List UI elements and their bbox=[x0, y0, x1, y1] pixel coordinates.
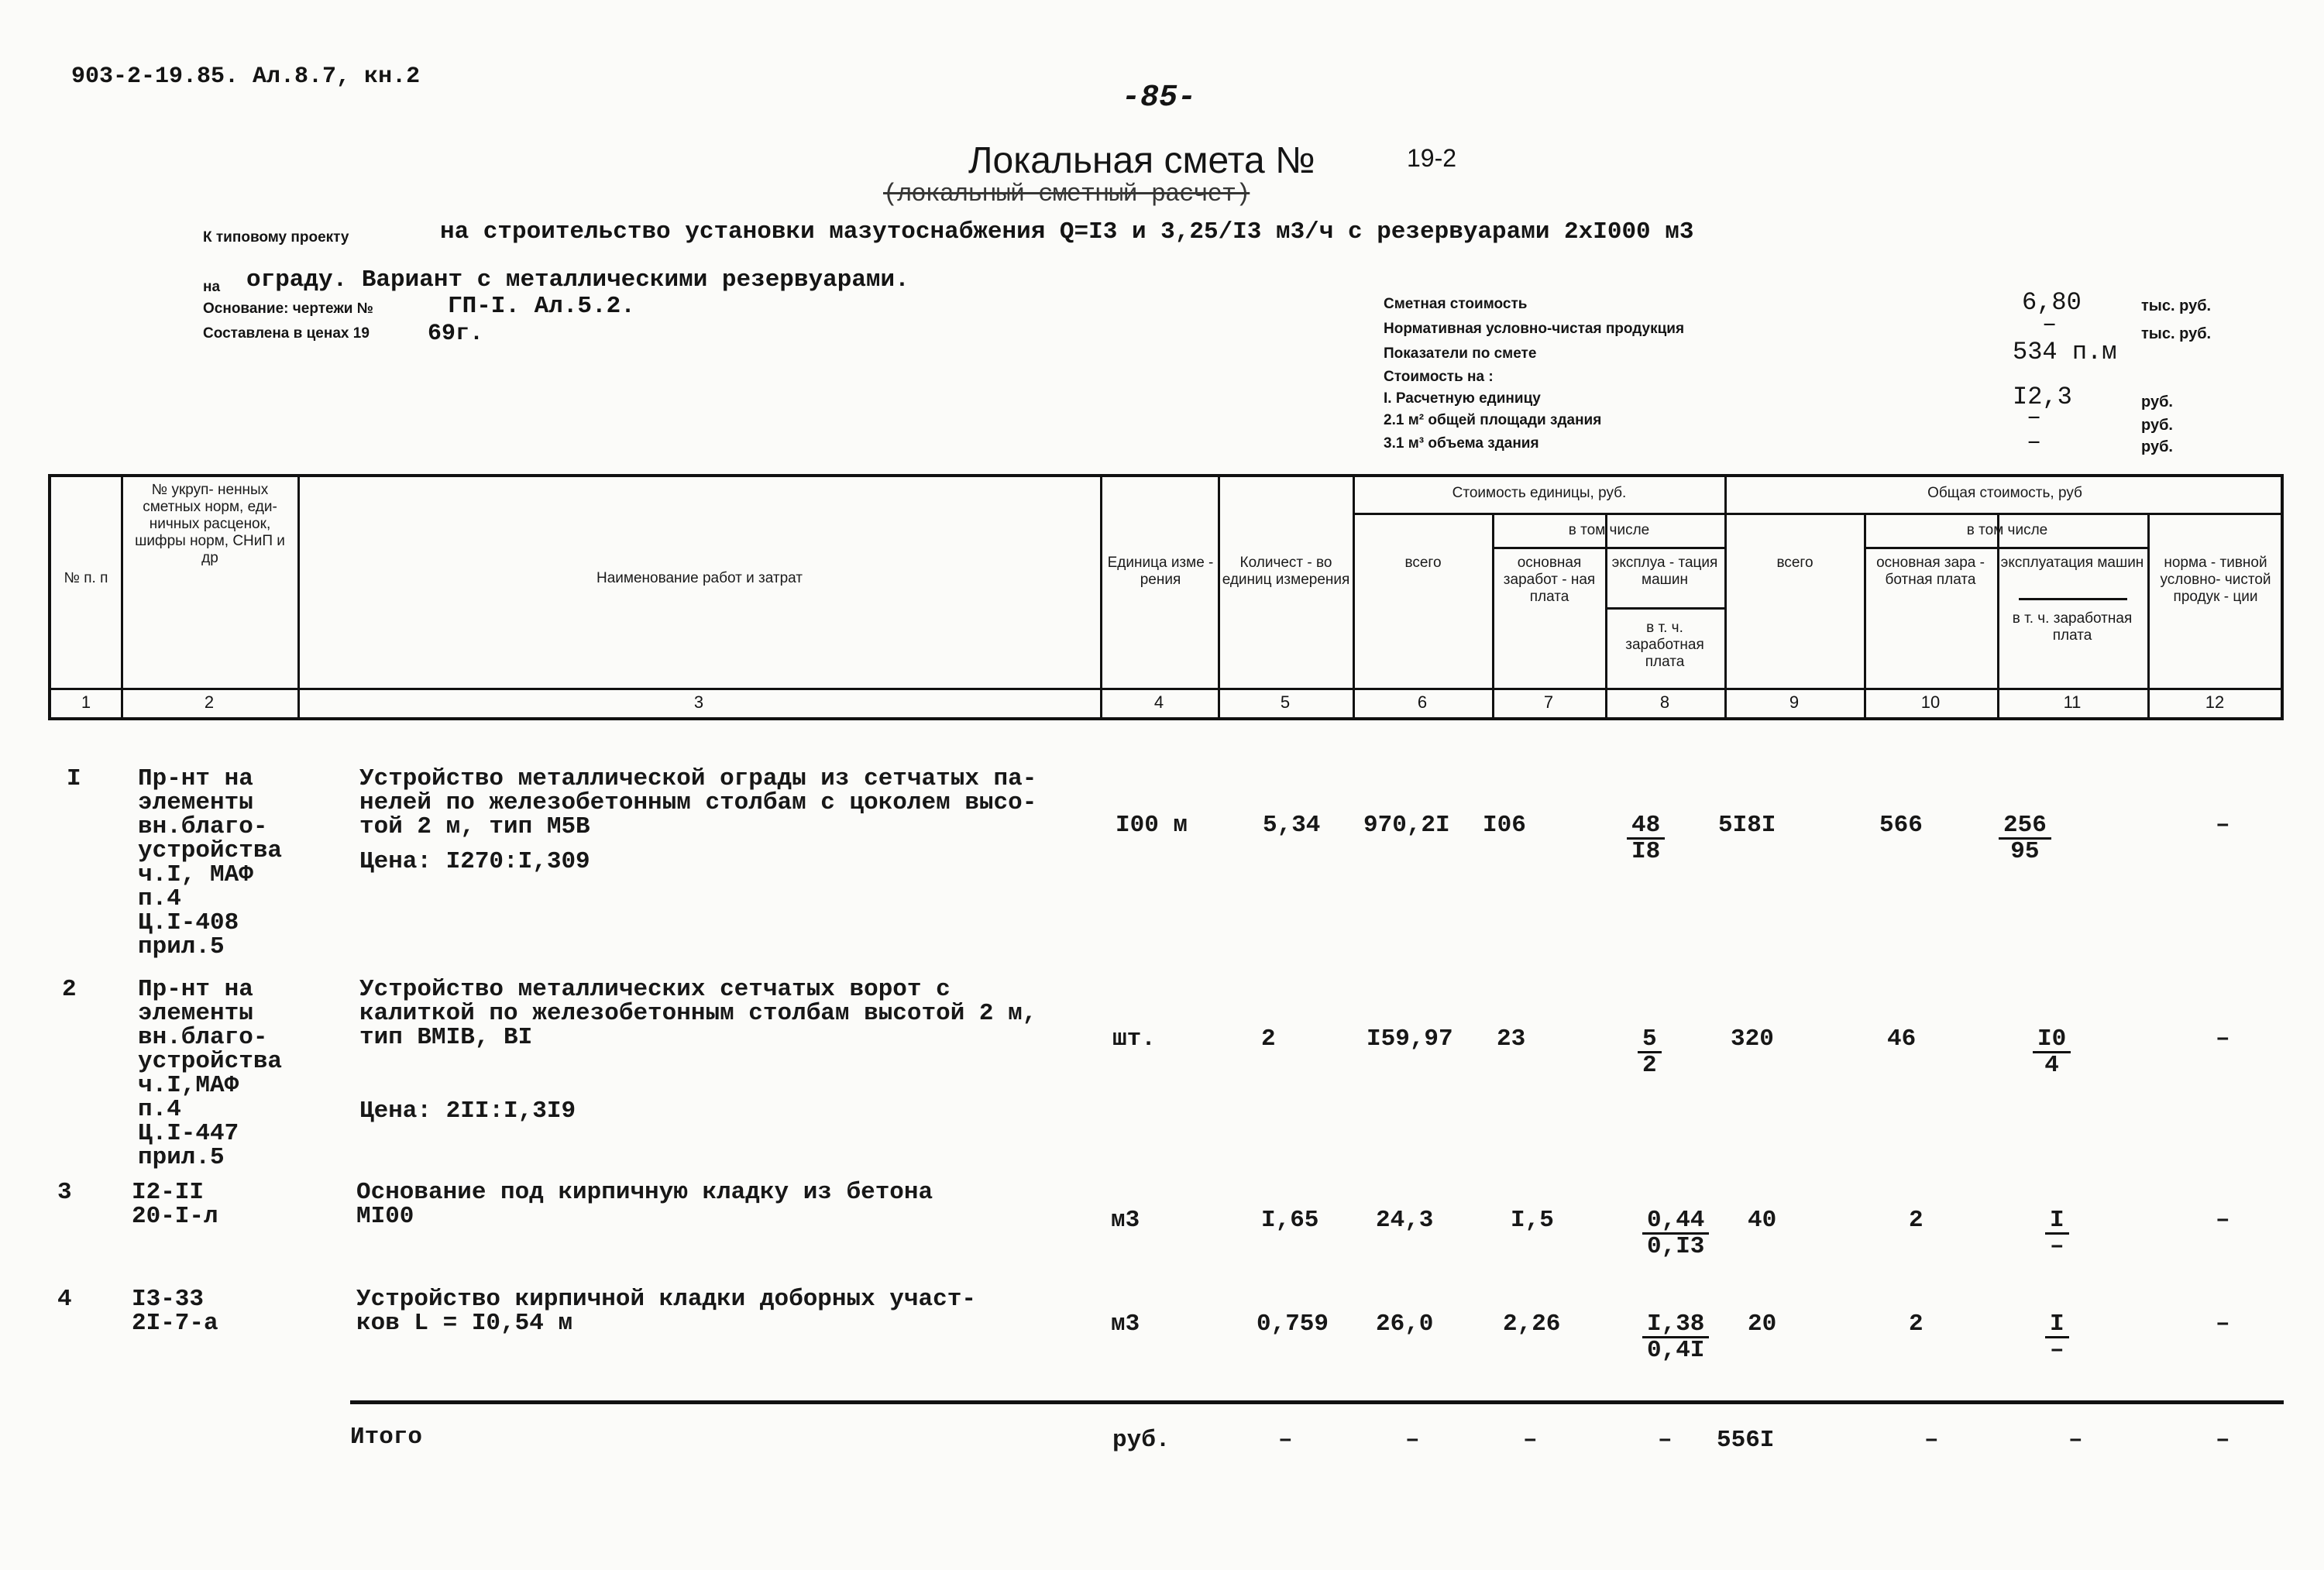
row-unit-wage: I,5 bbox=[1511, 1207, 1554, 1234]
row-net: – bbox=[2216, 1207, 2230, 1234]
row-sum-machine: I0 4 bbox=[2033, 1027, 2071, 1077]
header-col-10: основная зара - ботная плата bbox=[1876, 555, 1985, 588]
row-unit: шт. bbox=[1112, 1025, 1156, 1053]
volume-cost-label: 3.1 м³ объема здания bbox=[1384, 435, 1539, 452]
total-net: – bbox=[2216, 1427, 2230, 1454]
area-cost-unit: руб. bbox=[2141, 417, 2173, 434]
row-number: 2 bbox=[62, 976, 77, 1003]
object-text: ограду. Вариант с металлическими резервуарами. bbox=[246, 266, 909, 294]
row-unit: м3 bbox=[1111, 1311, 1140, 1338]
row-sum-total: 320 bbox=[1731, 1025, 1774, 1053]
row-sum-total: 5I8I bbox=[1718, 812, 1776, 839]
col-number: 2 bbox=[204, 692, 215, 712]
row-code: I3-33 2I-7-а bbox=[132, 1286, 218, 1337]
basis-label: Основание: чертежи № bbox=[203, 301, 373, 317]
total-qty: – bbox=[1278, 1427, 1293, 1454]
row-unit-wage: I06 bbox=[1483, 812, 1526, 839]
total-unit-wage: – bbox=[1523, 1427, 1538, 1454]
row-net: – bbox=[2216, 812, 2230, 839]
prices-label: Составлена в ценах 19 bbox=[203, 325, 370, 342]
header-col-7: основная заработ - ная плата bbox=[1503, 555, 1596, 605]
col-number: 3 bbox=[693, 692, 704, 712]
row-sum-total: 40 bbox=[1748, 1207, 1777, 1234]
cost-unit: тыс. руб. bbox=[2141, 297, 2212, 314]
row-sum-machine: I – bbox=[2045, 1312, 2069, 1362]
row-unit: I00 м bbox=[1116, 812, 1188, 839]
row-sum-machine: 256 95 bbox=[1999, 813, 2051, 864]
total-unit-total: – bbox=[1405, 1427, 1420, 1454]
total-sum-wage: – bbox=[1924, 1427, 1939, 1454]
row-unit-total: 970,2I bbox=[1363, 812, 1450, 839]
row-name: Устройство металлических сетчатых ворот с калиткой по железобетонным столбам высотой 2 м, тип ВМIВ, ВI Цена: 2II:I,3I9 bbox=[359, 976, 1037, 1125]
row-code: Пр-нт на элементы вн.благо- устройства ч.I, МАФ п.4 Ц.I-408 прил.5 bbox=[138, 765, 283, 960]
row-unit-total: 24,3 bbox=[1376, 1207, 1434, 1234]
row-net: – bbox=[2216, 1025, 2230, 1053]
row-unit-machine: 5 2 bbox=[1638, 1027, 1662, 1077]
row-number: I bbox=[67, 765, 81, 792]
header-incl-1: в том числе bbox=[1568, 522, 1650, 538]
col-number: 12 bbox=[2205, 692, 2225, 712]
table-header bbox=[48, 474, 2284, 720]
row-qty: 5,34 bbox=[1263, 812, 1321, 839]
cost-per-label: Стоимость на : bbox=[1384, 369, 1494, 385]
total-label: Итого bbox=[350, 1424, 423, 1451]
volume-cost-unit: руб. bbox=[2141, 438, 2173, 455]
row-unit-wage: 23 bbox=[1497, 1025, 1526, 1053]
row-unit-machine: I,38 0,4I bbox=[1642, 1312, 1709, 1362]
row-sum-wage: 566 bbox=[1879, 812, 1923, 839]
total-sum: 556I bbox=[1717, 1427, 1775, 1454]
row-name: Устройство металлической ограды из сетчатых па- нелей по железобетонным столбам с цоколем высо- той 2 м, тип М5В Цена: I270:I,309 bbox=[359, 765, 1037, 875]
header-col-1: № п. п bbox=[64, 570, 108, 586]
header-col-8-wage: в т. ч. заработная плата bbox=[1625, 620, 1704, 670]
unit-cost-value: I2,3 bbox=[2013, 383, 2072, 411]
header-col-4: Единица изме - рения bbox=[1107, 555, 1214, 588]
row-unit: м3 bbox=[1111, 1207, 1140, 1234]
net-value: – bbox=[2042, 310, 2058, 338]
struck-subtitle: (локальный сметный расчет) bbox=[883, 180, 1250, 208]
row-net: – bbox=[2216, 1311, 2230, 1338]
cost-value: 6,80 bbox=[2022, 288, 2082, 317]
row-sum-machine: I – bbox=[2045, 1208, 2069, 1259]
basis-value: ГП-I. Ал.5.2. bbox=[448, 293, 635, 320]
col-number: 9 bbox=[1789, 692, 1800, 712]
page-title: Локальная смета № bbox=[968, 140, 1315, 181]
header-col-5: Количест - во единиц измерения bbox=[1222, 555, 1350, 588]
net-unit: тыс. руб. bbox=[2141, 325, 2212, 342]
row-name: Основание под кирпичную кладку из бетона МI00 bbox=[356, 1179, 933, 1230]
row-unit-machine: 48 I8 bbox=[1627, 813, 1665, 864]
header-total-cost: Общая стоимость, руб bbox=[1927, 485, 2082, 501]
row-unit-total: I59,97 bbox=[1367, 1025, 1453, 1053]
unit-cost-unit: руб. bbox=[2141, 393, 2173, 411]
estimate-number: 19-2 bbox=[1407, 144, 1457, 172]
net-label: Нормативная условно-чистая продукция bbox=[1384, 321, 1685, 337]
unit-cost-label: I. Расчетную единицу bbox=[1384, 390, 1541, 407]
row-sum-wage: 46 bbox=[1887, 1025, 1917, 1053]
row-sum-total: 20 bbox=[1748, 1311, 1777, 1338]
on-label: на bbox=[203, 279, 221, 295]
header-col-11: эксплуатация машин bbox=[2000, 555, 2144, 571]
header-unit-cost: Стоимость единицы, руб. bbox=[1452, 485, 1627, 501]
col-number: 7 bbox=[1543, 692, 1554, 712]
volume-cost-value: – bbox=[2027, 428, 2042, 456]
row-unit-total: 26,0 bbox=[1376, 1311, 1434, 1338]
row-name: Устройство кирпичной кладки доборных участ- ков L = I0,54 м bbox=[356, 1286, 976, 1337]
header-col-2: № укруп- ненных сметных норм, еди- ничных расценок, шифры норм, СНиП и др bbox=[135, 482, 285, 566]
indicators-label: Показатели по смете bbox=[1384, 345, 1537, 362]
row-unit-machine: 0,44 0,I3 bbox=[1642, 1208, 1709, 1259]
header-incl-2: в том числе bbox=[1966, 522, 2048, 538]
row-sum-wage: 2 bbox=[1909, 1207, 1923, 1234]
total-unit: руб. bbox=[1112, 1427, 1171, 1454]
row-qty: 2 bbox=[1261, 1025, 1276, 1053]
cost-label: Сметная стоимость bbox=[1384, 296, 1528, 312]
header-col-9: всего bbox=[1776, 555, 1813, 571]
total-sum-machine: – bbox=[2068, 1427, 2083, 1454]
row-number: 4 bbox=[57, 1286, 72, 1313]
header-col-3: Наименование работ и затрат bbox=[596, 570, 803, 586]
row-unit-wage: 2,26 bbox=[1503, 1311, 1561, 1338]
col-number: 11 bbox=[2063, 692, 2082, 712]
document-code: 903-2-19.85. Ал.8.7, кн.2 bbox=[71, 64, 421, 90]
row-number: 3 bbox=[57, 1179, 72, 1206]
area-cost-label: 2.1 м² общей площади здания bbox=[1384, 412, 1602, 428]
col-number: 6 bbox=[1417, 692, 1428, 712]
project-label: К типовому проекту bbox=[203, 229, 349, 246]
total-divider bbox=[350, 1400, 2284, 1404]
indicators-value: 534 п.м bbox=[2013, 338, 2117, 366]
row-qty: I,65 bbox=[1261, 1207, 1319, 1234]
page-number: -85- bbox=[1122, 81, 1197, 115]
project-text: на строительство установки мазутоснабжения Q=I3 и 3,25/I3 м3/ч с резервуарами 2хI000 м3 bbox=[440, 218, 1694, 246]
row-code: Пр-нт на элементы вн.благо- устройства ч.I,МАФ п.4 Ц.I-447 прил.5 bbox=[138, 976, 283, 1171]
col-number: 8 bbox=[1659, 692, 1670, 712]
area-cost-value: – bbox=[2027, 403, 2042, 431]
col-number: 1 bbox=[81, 692, 91, 712]
row-sum-wage: 2 bbox=[1909, 1311, 1923, 1338]
col-number: 5 bbox=[1280, 692, 1291, 712]
header-col-12: норма - тивной условно- чистой продук - ции bbox=[2160, 555, 2271, 605]
header-col-8: эксплуа - тация машин bbox=[1611, 555, 1718, 588]
prices-year: 69г. bbox=[428, 321, 484, 347]
row-qty: 0,759 bbox=[1257, 1311, 1329, 1338]
col-number: 10 bbox=[1920, 692, 1941, 712]
total-unit-machine: – bbox=[1658, 1427, 1673, 1454]
header-col-11-wage: в т. ч. заработная плата bbox=[2012, 610, 2133, 644]
row-code: I2-II 20-I-л bbox=[132, 1179, 218, 1230]
header-col-6: всего bbox=[1404, 555, 1442, 571]
col-number: 4 bbox=[1153, 692, 1164, 712]
